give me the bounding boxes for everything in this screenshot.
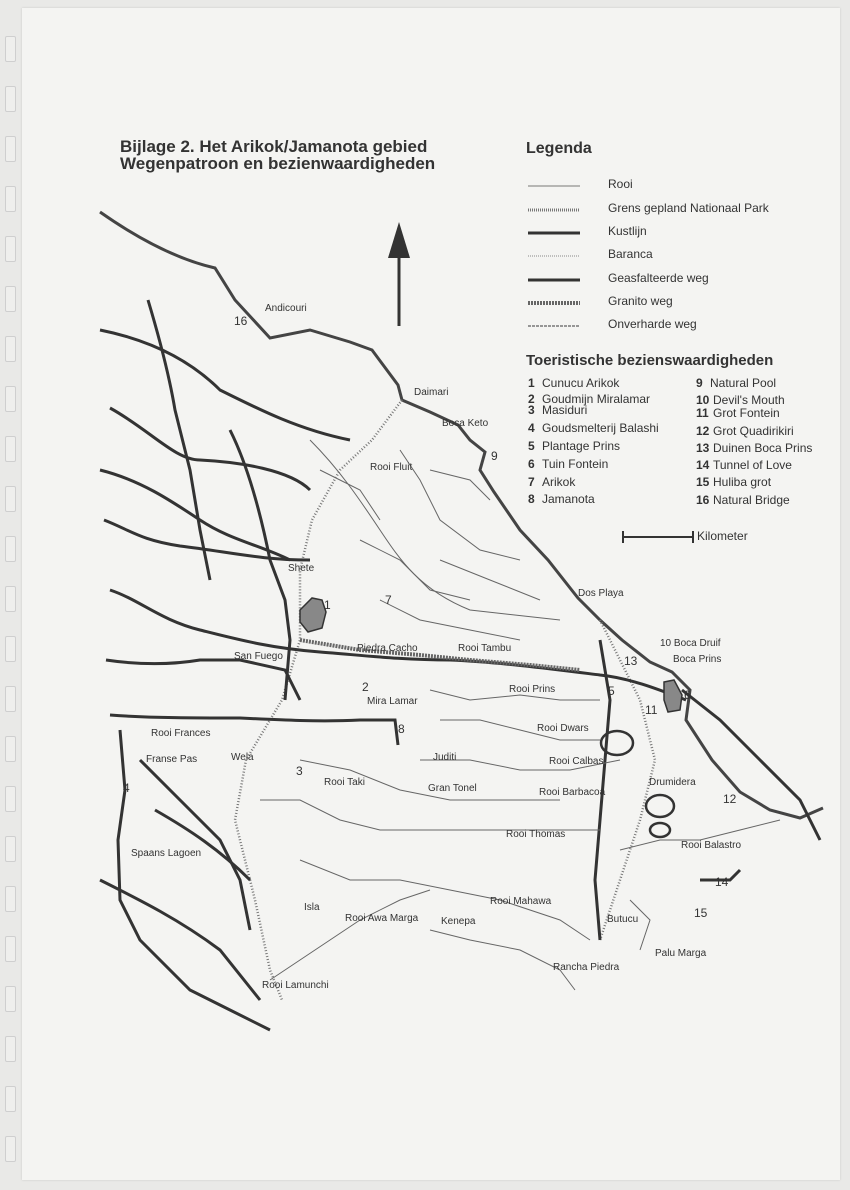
place-label: Piedra Cacho xyxy=(357,643,418,654)
sight-number: 13 xyxy=(696,441,710,455)
legend-label: Baranca xyxy=(608,247,653,261)
place-label: Rancha Piedra xyxy=(553,962,620,973)
sight-number: 16 xyxy=(696,493,710,507)
legend-label: Rooi xyxy=(608,177,633,191)
poi-number: 7 xyxy=(385,593,392,607)
place-label: Boca Keto xyxy=(442,418,489,429)
poi-number: 11 xyxy=(645,703,658,717)
sight-label: Tunnel of Love xyxy=(713,458,792,472)
place-label: Drumidera xyxy=(649,777,696,788)
place-label: Rooi Prins xyxy=(509,684,556,695)
sight-label: Masiduri xyxy=(542,403,588,417)
place-label: Rooi Calbas xyxy=(549,756,604,767)
poi-number: 16 xyxy=(234,314,248,328)
sight-label: Grot Quadirikiri xyxy=(713,424,794,438)
sight-item xyxy=(696,407,780,420)
place-label: Mira Lamar xyxy=(367,696,418,707)
sight-label: Plantage Prins xyxy=(542,439,621,453)
place-label: Shete xyxy=(288,563,315,574)
legend-label: Onverharde weg xyxy=(608,317,697,331)
poi-1-shape xyxy=(300,598,326,632)
place-label: Spaans Lagoen xyxy=(131,848,202,859)
sight-number: 6 xyxy=(528,457,535,471)
place-label: Isla xyxy=(304,902,320,913)
sight-item xyxy=(528,458,608,471)
sight-item xyxy=(528,404,587,417)
place-label: Butucu xyxy=(607,914,639,925)
sight-item xyxy=(528,377,619,390)
place-label: Daimari xyxy=(414,387,449,398)
poi-number: 4 xyxy=(123,781,130,795)
title-line-2: Wegenpatroon en bezienwaardigheden xyxy=(120,154,436,173)
sight-number: 3 xyxy=(528,403,535,417)
sight-label: Natural Pool xyxy=(710,376,777,390)
sight-item xyxy=(696,377,776,390)
poi-number: 9 xyxy=(491,449,498,463)
legend-title: Legenda xyxy=(526,140,592,157)
sight-item xyxy=(528,440,620,453)
legend-swatches xyxy=(528,186,580,326)
place-label: Andicouri xyxy=(265,303,307,314)
sight-item xyxy=(696,459,792,472)
place-label: Rooi Fluit xyxy=(370,462,413,473)
place-label: Rooi Lamunchi xyxy=(262,980,329,991)
poi-6-shape xyxy=(664,680,682,712)
poi-number: 15 xyxy=(694,906,708,920)
sight-label: Devil's Mouth xyxy=(713,393,785,407)
place-label: Rooi Balastro xyxy=(681,840,742,851)
legend-label: Kustlijn xyxy=(608,224,647,238)
legend-label: Granito weg xyxy=(608,294,673,308)
place-label: Boca Prins xyxy=(673,654,722,665)
poi-number: 2 xyxy=(362,680,369,694)
place-label: 10 Boca Druif xyxy=(660,638,721,649)
sight-item xyxy=(696,494,790,507)
sight-label: Jamanota xyxy=(542,492,595,506)
place-label: Palu Marga xyxy=(655,948,707,959)
sight-item xyxy=(696,425,794,438)
place-label: Rooi Tambu xyxy=(458,643,512,654)
place-label: Kenepa xyxy=(441,916,476,927)
place-label: Rooi Thomas xyxy=(506,829,566,840)
sight-label: Grot Fontein xyxy=(713,406,780,420)
sight-label: Arikok xyxy=(542,475,576,489)
legend-label: Grens gepland Nationaal Park xyxy=(608,201,769,215)
place-label: Rooi Dwars xyxy=(537,723,589,734)
poi-number: 3 xyxy=(296,764,303,778)
place-label: Franse Pas xyxy=(146,754,198,765)
sight-number: 7 xyxy=(528,475,535,489)
title-line-1: Bijlage 2. Het Arikok/Jamanota gebied xyxy=(120,137,428,156)
place-label: Rooi Frances xyxy=(151,728,211,739)
place-label: Dos Playa xyxy=(578,588,624,599)
sight-number: 2 xyxy=(528,392,535,406)
document-title xyxy=(120,138,435,172)
place-label: Rooi Awa Marga xyxy=(345,913,419,924)
poi-number: 13 xyxy=(624,654,638,668)
place-label: Juditi xyxy=(433,752,457,763)
sight-number: 14 xyxy=(696,458,710,472)
poi-number: 12 xyxy=(723,792,737,806)
poi-number: 6 xyxy=(684,688,691,702)
sights-title: Toeristische bezienswaardigheden xyxy=(526,352,774,369)
sight-number: 5 xyxy=(528,439,535,453)
sight-label: Tuin Fontein xyxy=(542,457,609,471)
place-label: Gran Tonel xyxy=(428,783,477,794)
scale-bar xyxy=(623,531,693,543)
sight-number: 15 xyxy=(696,475,710,489)
scale-label: Kilometer xyxy=(697,529,748,543)
north-arrow-icon xyxy=(388,222,410,326)
poi-number: 14 xyxy=(715,875,729,889)
poi-number: 1 xyxy=(324,598,331,612)
sight-label: Goudmijn Miralamar xyxy=(542,392,651,406)
place-label: Rooi Barbacoa xyxy=(539,787,606,798)
sight-item xyxy=(696,476,771,489)
place-label: San Fuego xyxy=(234,651,283,662)
sight-item xyxy=(528,493,595,506)
sight-number: 10 xyxy=(696,393,710,407)
sight-item xyxy=(528,422,659,435)
place-label: Wela xyxy=(231,752,254,763)
sight-item xyxy=(696,442,812,455)
place-label: Rooi Mahawa xyxy=(490,896,552,907)
sight-number: 8 xyxy=(528,492,535,506)
sight-number: 1 xyxy=(528,376,535,390)
legend-label: Geasfalteerde weg xyxy=(608,271,709,285)
sight-number: 4 xyxy=(528,421,535,435)
poi-number: 8 xyxy=(398,722,405,736)
sight-label: Goudsmelterij Balashi xyxy=(542,421,659,435)
sight-number: 11 xyxy=(696,406,709,420)
sight-label: Natural Bridge xyxy=(713,493,790,507)
sight-number: 9 xyxy=(696,376,703,390)
sight-label: Duinen Boca Prins xyxy=(713,441,813,455)
sight-item xyxy=(528,476,575,489)
place-label: Rooi Taki xyxy=(324,777,365,788)
sight-label: Cunucu Arikok xyxy=(542,376,620,390)
sight-number: 12 xyxy=(696,424,710,438)
poi-number: 5 xyxy=(608,684,615,698)
sight-label: Huliba grot xyxy=(713,475,772,489)
